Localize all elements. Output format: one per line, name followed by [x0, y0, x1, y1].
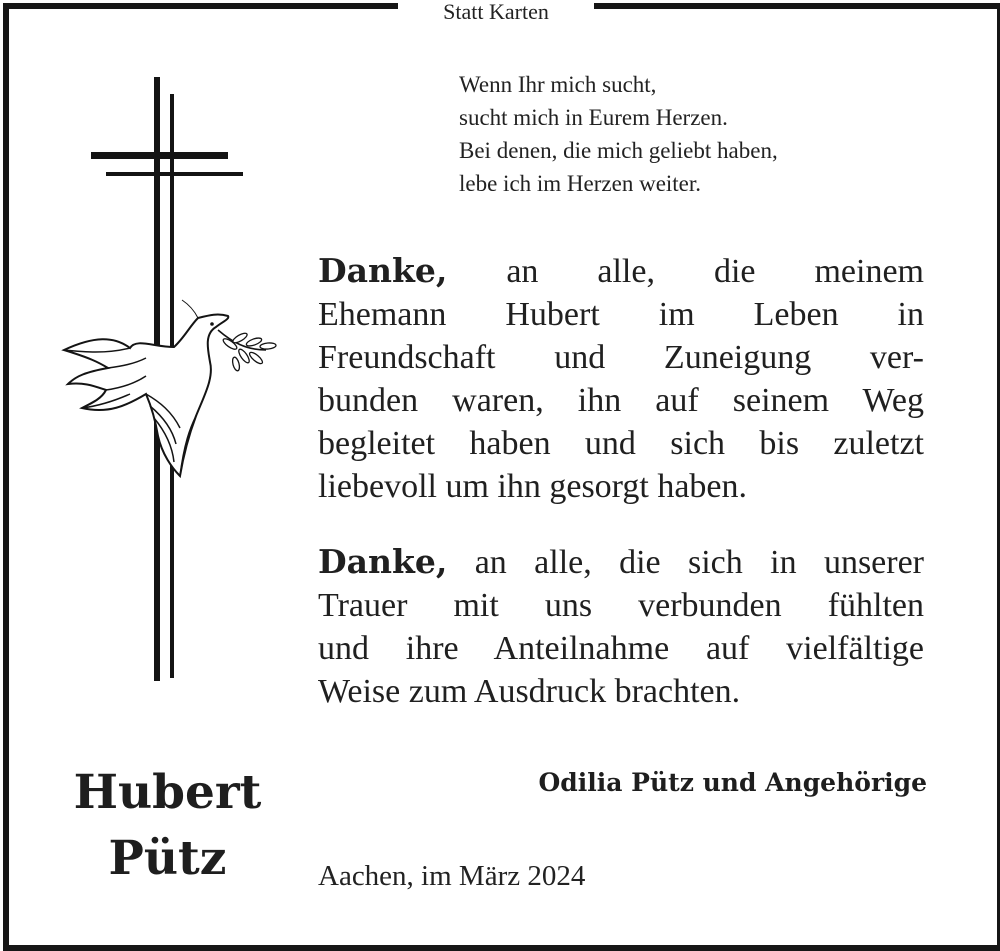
dateline: Aachen, im März 2024: [318, 860, 586, 892]
thanks-line: liebevoll um ihn gesorgt haben.: [318, 468, 748, 505]
thanks-line: Freundschaft und Zuneigung ver-: [318, 339, 924, 376]
thanks-paragraph-1: [318, 249, 924, 508]
thanks-line: Weise zum Ausdruck brachten.: [318, 673, 741, 710]
poem-line: Bei denen, die mich geliebt haben,: [459, 138, 778, 163]
poem: [459, 68, 939, 200]
thanks-paragraph-2: [318, 540, 924, 713]
thanks-line: bunden waren, ihn auf seinem Weg: [318, 382, 924, 419]
thanks-line: Trauer mit uns verbunden fühlten: [318, 587, 924, 624]
deceased-name: [60, 760, 275, 892]
thanks-line: an alle, die sich in unserer: [474, 544, 925, 581]
deceased-first-name: Hubert: [73, 765, 262, 820]
deceased-last-name: Pütz: [108, 831, 227, 886]
thanks-line: und ihre Anteilnahme auf vielfältige: [318, 630, 924, 667]
cross-dove-symbol: [50, 72, 290, 692]
header-label: Statt Karten: [443, 0, 549, 24]
poem-line: sucht mich in Eurem Herzen.: [459, 105, 728, 130]
thanks-line: begleitet haben und sich bis zuletzt: [318, 425, 924, 462]
thanks-lead: Danke,: [318, 542, 448, 581]
poem-line: lebe ich im Herzen weiter.: [459, 171, 702, 196]
thanks-line: an alle, die meinem: [506, 253, 924, 290]
signature: Odilia Pütz und Angehörige: [538, 768, 927, 797]
poem-line: Wenn Ihr mich sucht,: [459, 72, 657, 97]
thanks-lead: Danke,: [318, 251, 448, 290]
thanks-line: Ehemann Hubert im Leben in: [318, 296, 924, 333]
